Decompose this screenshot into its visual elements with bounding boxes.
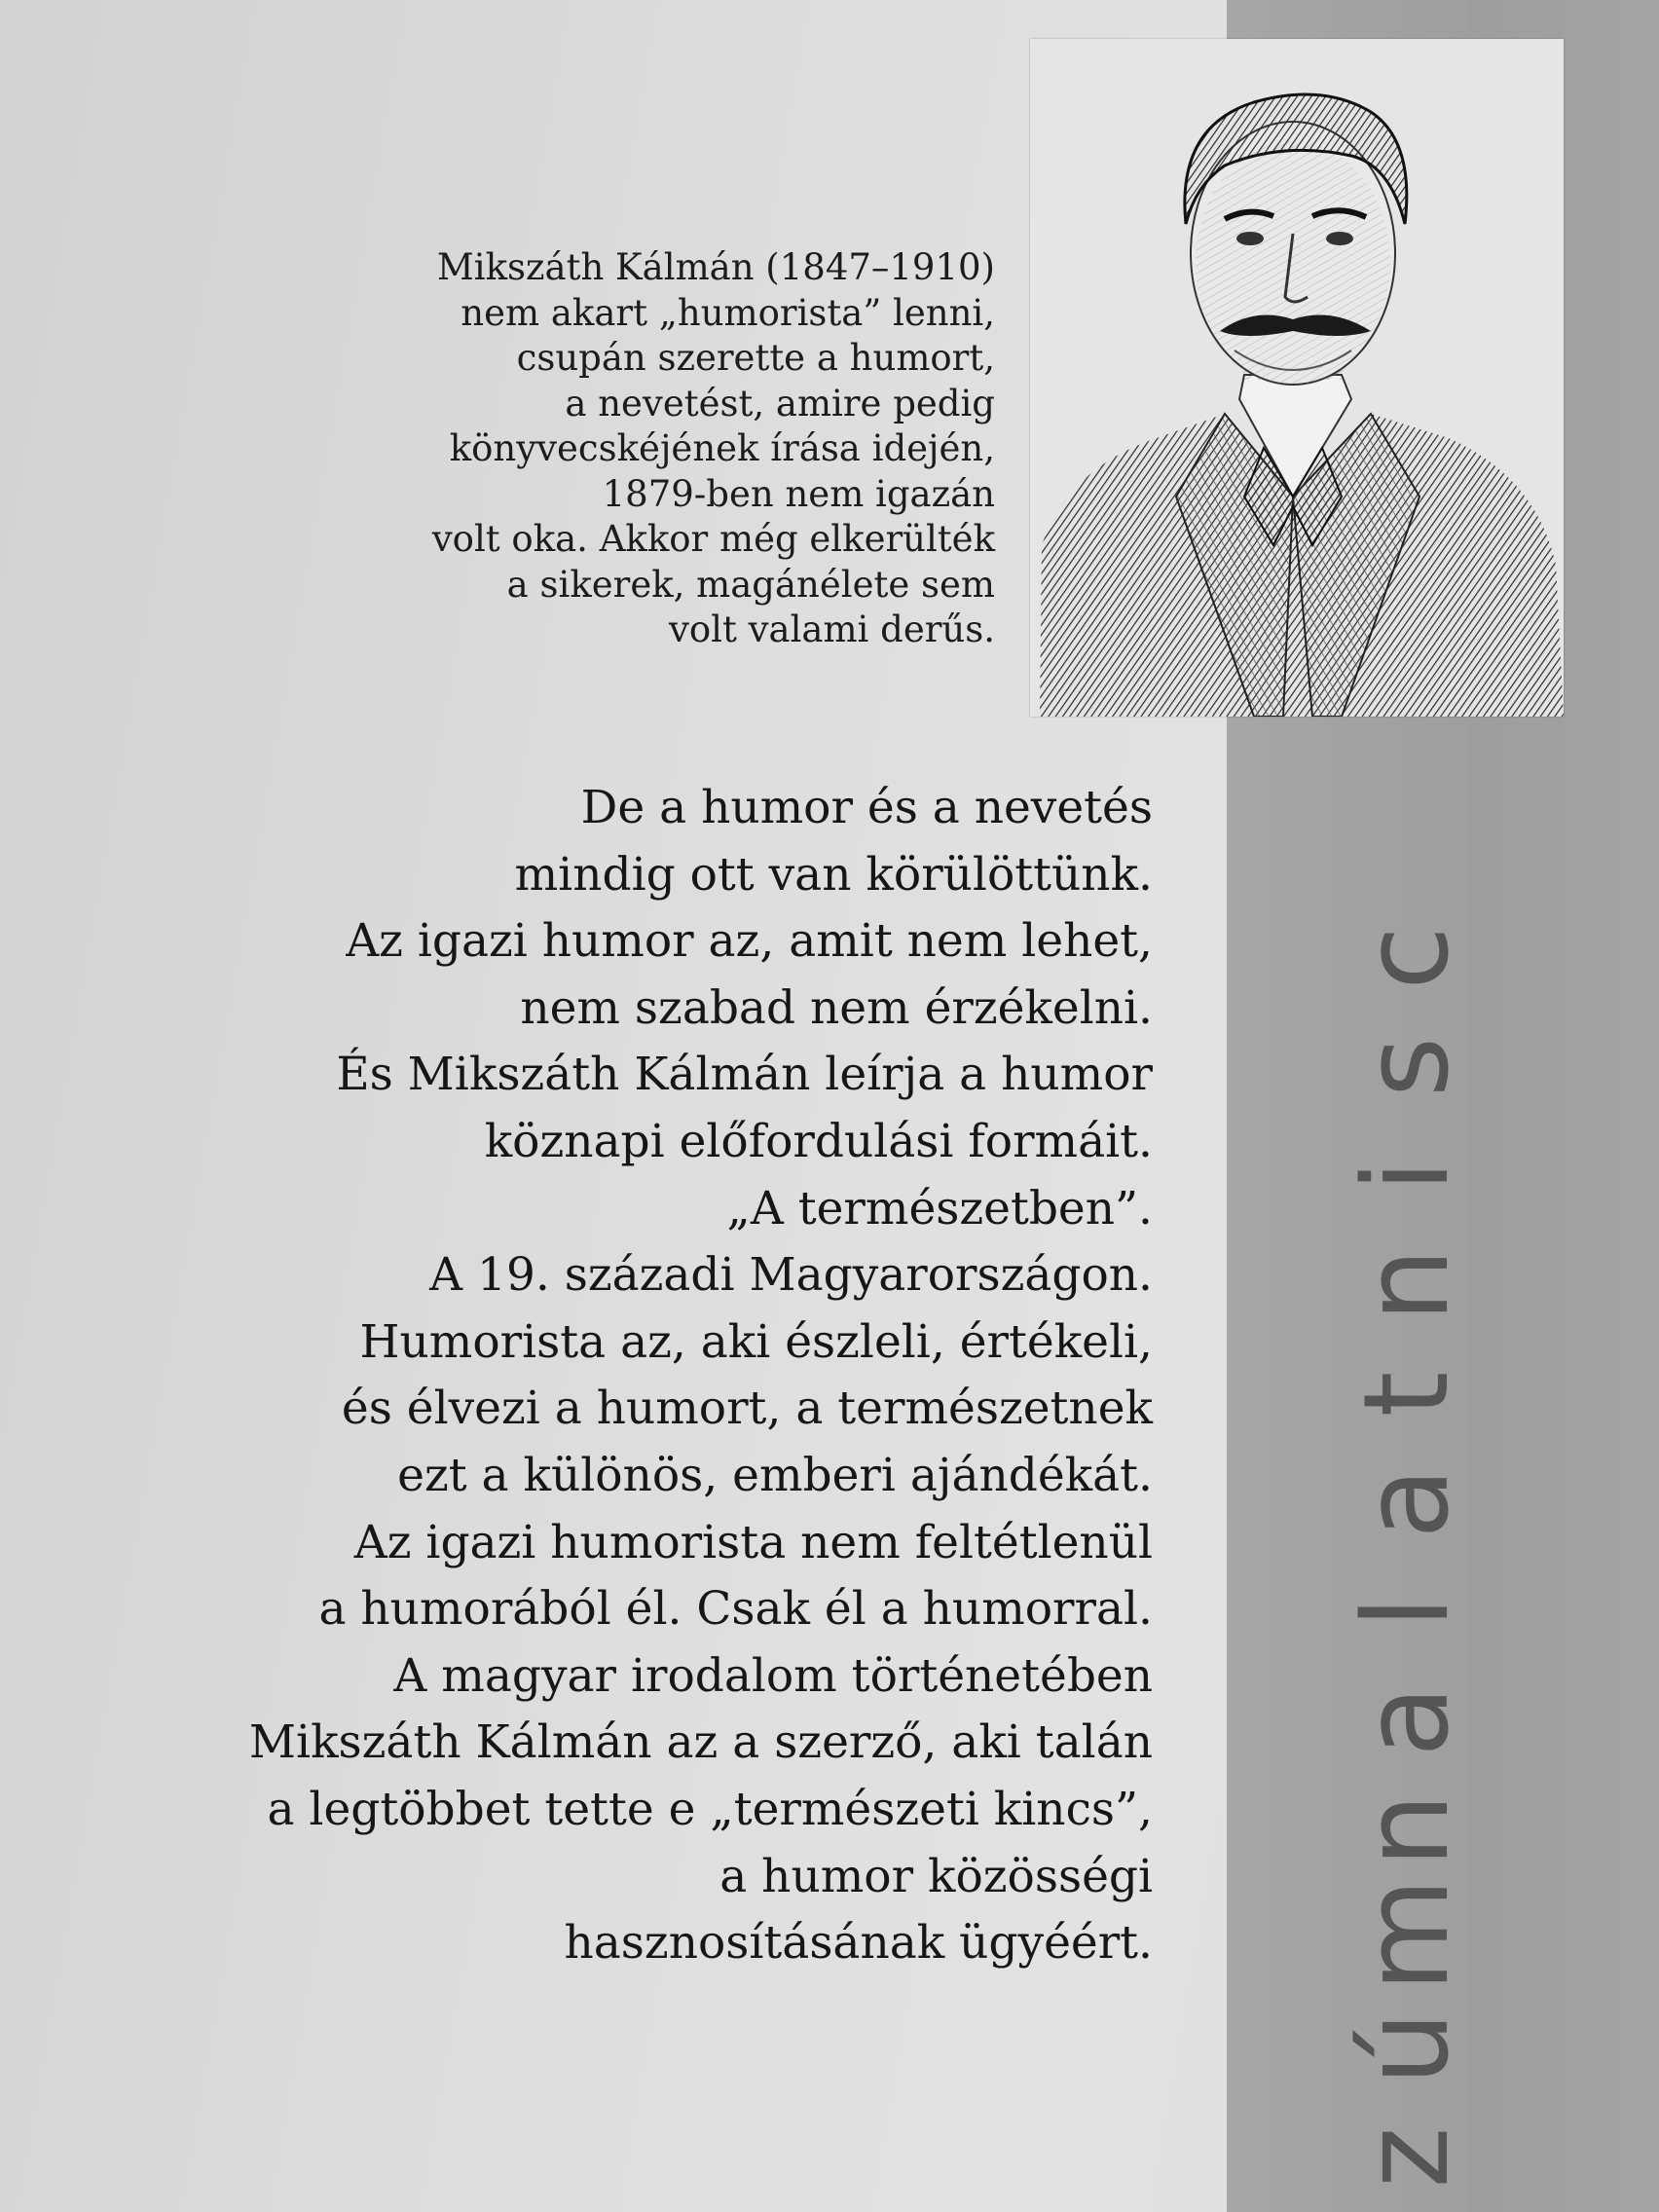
author-portrait [1030, 39, 1564, 717]
vertical-title-letter: l [1340, 1596, 1475, 1629]
caption-line: a sikerek, magánélete sem [506, 563, 995, 606]
body-line: ezt a különös, emberi ajándékát. [397, 1448, 1153, 1502]
vertical-title-letter: z [1340, 2126, 1475, 2189]
body-line: És Mikszáth Kálmán leírja a humor [336, 1048, 1153, 1102]
caption-line: nem akart „humorista” lenni, [461, 291, 995, 334]
body-line: A 19. századi Magyarországon. [429, 1248, 1153, 1303]
body-text [82, 775, 1153, 1977]
body-line: A magyar irodalom történetében [393, 1648, 1153, 1703]
body-line: De a humor és a nevetés [580, 781, 1153, 834]
caption-line: a nevetést, amire pedig [565, 382, 995, 424]
vertical-title-letter: a [1340, 1467, 1475, 1539]
body-line: a humorából él. Csak él a humorral. [318, 1582, 1153, 1637]
body-line: „A természetben”. [726, 1181, 1153, 1235]
caption-line: 1879-ben nem igazán [602, 472, 995, 515]
caption-line: Mikszáth Kálmán (1847–1910) [436, 246, 995, 288]
portrait-engraving [1030, 39, 1564, 717]
body-line: a legtöbbet tette e „természeti kincs”, [267, 1782, 1153, 1836]
vertical-title-letter: c [1340, 926, 1475, 990]
vertical-title-letter: s [1340, 1036, 1475, 1098]
body-line: hasznosításának ügyéért. [564, 1916, 1153, 1971]
body-line: a humor közösségi [719, 1849, 1153, 1903]
vertical-title-letter: m [1340, 1878, 1475, 1992]
caption-line: csupán szerette a humort, [516, 337, 995, 379]
body-line: mindig ott van körülöttünk. [514, 847, 1153, 902]
body-line: Az igazi humorista nem feltétlenül [353, 1515, 1153, 1569]
caption-line: volt valami derűs. [668, 608, 995, 650]
vertical-title-letter: a [1340, 1685, 1475, 1757]
portrait-caption [313, 245, 995, 653]
body-line: Az igazi humor az, amit nem lehet, [346, 914, 1153, 969]
caption-line: volt oka. Akkor még elkerülték [431, 518, 995, 560]
body-line: Mikszáth Kálmán az a szerző, aki talán [248, 1715, 1153, 1770]
caption-line: könyvecskéjének írása idején, [449, 427, 995, 469]
body-line: nem szabad nem érzékelni. [520, 980, 1153, 1035]
vertical-title-letter: ú [1340, 2010, 1475, 2086]
body-line: Humorista az, aki észleli, értékeli, [359, 1314, 1153, 1369]
vertical-title-letter: n [1340, 1792, 1475, 1868]
body-line: köznapi előfordulási formáit. [484, 1114, 1153, 1168]
body-line: és élvezi a humort, a természetnek [341, 1382, 1153, 1436]
vertical-title-letter: t [1340, 1371, 1475, 1418]
vertical-title-letter: n [1340, 1247, 1475, 1323]
vertical-title [1340, 905, 1475, 2212]
vertical-title-letter: i [1340, 1160, 1475, 1193]
